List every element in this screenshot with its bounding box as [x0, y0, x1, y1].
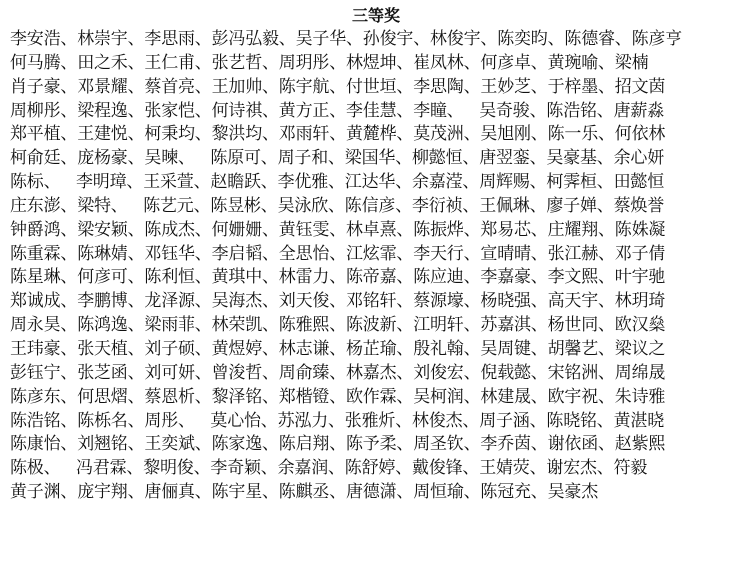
name-line: 何马腾、田之禾、王仁甫、张艺哲、周玥彤、林煜坤、崔凤林、何彦卓、黄琬喻、梁楠 [10, 52, 649, 73]
name-line: 柯俞廷、庞杨豪、吴暕、 陈原可、周子和、梁国华、柳懿恒、唐翌銮、吴豪基、余心妍 [10, 148, 665, 169]
name-line: 郑平植、王建悦、柯秉均、黎洪均、邓雨轩、黄麓桦、莫茂洲、吴旭刚、陈一乐、何依林 [10, 124, 666, 145]
name-line: 彭钰宁、张芝函、刘可妍、曾浚哲、周俞臻、林嘉杰、刘俊宏、倪载懿、宋铭洲、周绵晟 [10, 362, 666, 383]
name-line: 周永昊、陈鸿逸、梁雨菲、林荣凯、陈雅熙、陈波新、江明轩、苏嘉淇、杨世同、欧汉燊 [10, 315, 666, 336]
name-line: 陈星琳、何彦可、陈利恒、黄琪中、林雷力、陈帝嘉、陈应迪、李嘉豪、李文熙、叶宇驰 [10, 267, 666, 288]
name-line: 陈重霖、陈琳婧、邓钰华、李启韬、全思怡、江炫霏、李天行、宣晴晴、张江赫、邓子倩 [10, 243, 666, 264]
name-list [10, 28, 742, 505]
name-line: 王玮豪、张天植、刘子硕、黄煜婷、林志谦、杨芷瑜、殷礼翰、吴周键、胡馨艺、梁议之 [10, 338, 666, 359]
name-line: 陈康怡、刘翘铭、王奕斌、陈家逸、陈启翔、陈予柔、周圣钦、李乔茵、谢依函、赵紫熙 [10, 434, 666, 455]
name-line: 肖子豪、邓景耀、蔡首亮、王加帅、陈宇航、付世垣、李思陶、王妙芝、于梓墨、招文茵 [10, 76, 666, 97]
name-line: 周柳彤、梁程逸、张家恺、何诗祺、黄方正、李佳慧、李瞳、 吴奇骏、陈浩铭、唐薪淼 [10, 100, 665, 121]
name-line: 李安浩、林崇宇、李思雨、彭冯弘毅、吴子华、孙俊宇、林俊宇、陈奕昀、陈德睿、陈彦亨 [10, 29, 682, 49]
name-line: 黄子渊、庞宇翔、唐俪真、陈宇星、陈麒丞、唐德潇、周恒瑜、陈冠充、吴豪杰 [10, 482, 598, 503]
name-line: 陈彦东、何思熠、蔡恩析、黎泽铭、郑楷镫、欧作霖、吴柯润、林建晟、欧宇祝、朱诗雅 [10, 386, 666, 407]
name-line: 庄东澎、梁特、 陈艺元、陈昱彬、吴泳欣、陈信彦、李衍祯、王佩琳、廖子婵、蔡焕誉 [10, 195, 665, 216]
name-line: 陈浩铭、陈栎名、周彤、 莫心怡、苏泓力、张雅炘、林俊杰、周子涵、陈晓铭、黄湛晓 [10, 410, 665, 431]
name-line: 钟爵鸿、梁安颖、陈成杰、何姗姗、黄钰雯、林卓熹、陈振烨、郑易芯、庄耀翔、陈姝凝 [10, 219, 666, 240]
name-line: 陈极、 冯君霖、黎明俊、李奇颖、余嘉润、陈舒婷、戴俊锋、王婧荧、谢宏杰、符毅 [10, 458, 648, 479]
name-line: 陈标、 李明璋、王采萱、赵瞻跃、李优雅、江达华、余嘉滢、周辉赐、柯霁桓、田懿恒 [10, 172, 665, 193]
name-line: 郑诚成、李鹏博、龙泽源、吴海杰、刘天俊、邓铭轩、蔡源壕、杨晓强、高天宇、林玥琦 [10, 291, 666, 312]
award-title: 三等奖 [351, 6, 400, 25]
